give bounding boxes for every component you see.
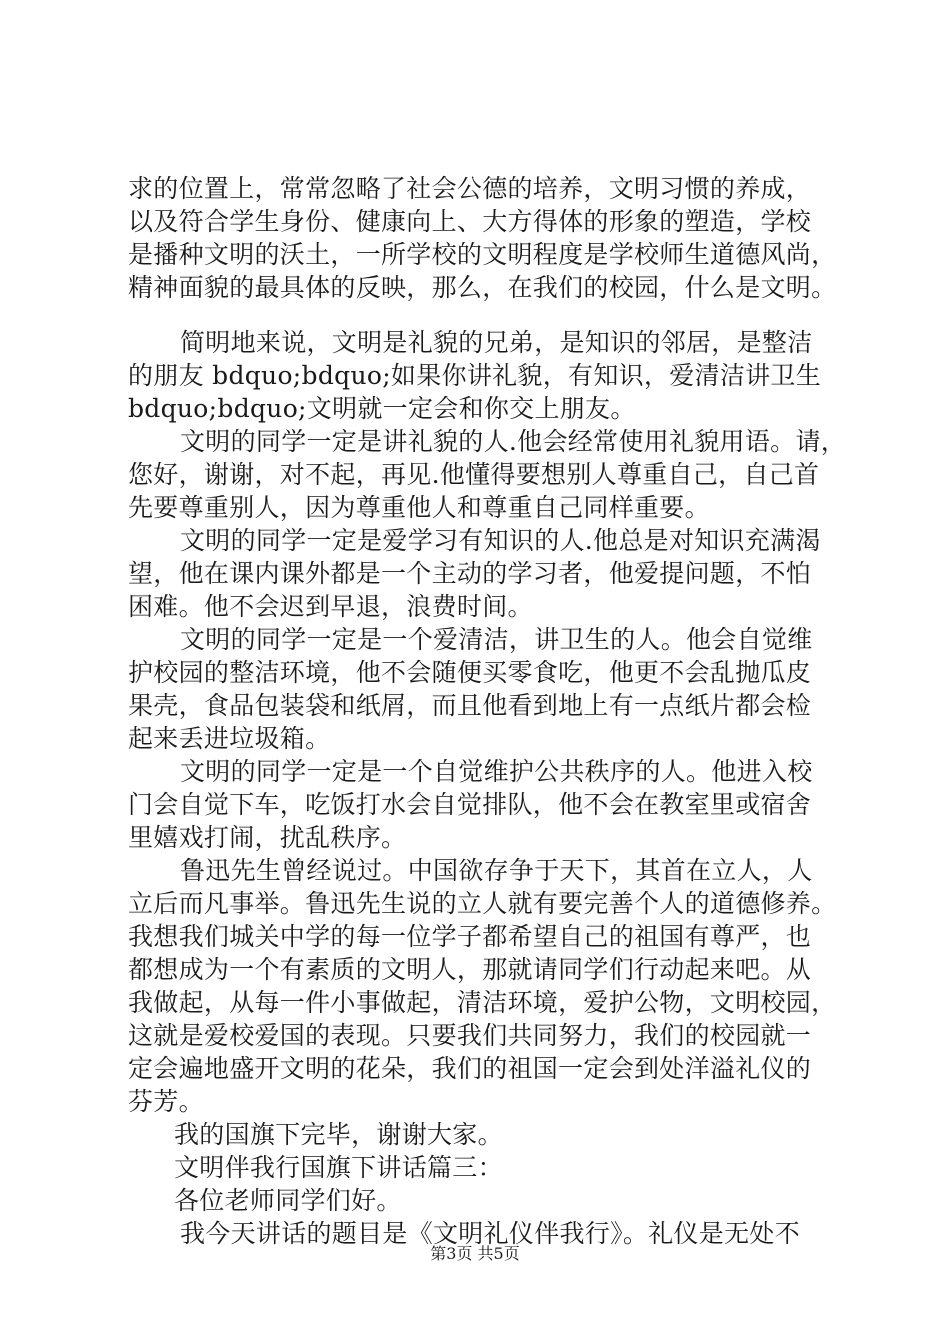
text-line: 都想成为一个有素质的文明人，那就请同学们行动起来吧。从 xyxy=(128,955,812,984)
text-line: 起来丢进垃圾箱。 xyxy=(128,724,331,753)
text-line: 鲁迅先生曾经说过。中国欲存争于天下，其首在立人，人 xyxy=(180,856,813,885)
text-line: 各位老师同学们好。 xyxy=(174,1186,402,1215)
page-footer: 第3页 共5页 xyxy=(430,1244,520,1263)
text-line: 以及符合学生身份、健康向上、大方得体的形象的塑造，学校 xyxy=(128,207,812,236)
text-line: 精神面貌的最具体的反映，那么，在我们的校园，什么是文明。 xyxy=(128,273,837,302)
text-line: 先要尊重别人，因为尊重他人和尊重自己同样重要。 xyxy=(128,493,710,522)
text-line: 芬芳。 xyxy=(128,1087,204,1116)
text-line: bdquo;bdquo;文明就一定会和你交上朋友。 xyxy=(128,394,636,423)
text-line: 护校园的整洁环境，他不会随便买零食吃，他更不会乱抛瓜皮 xyxy=(128,658,812,687)
text-line: 我想我们城关中学的每一位学子都希望自己的祖国有尊严，也 xyxy=(128,922,812,951)
text-line: 立后而凡事举。鲁迅先生说的立人就有要完善个人的道德修养。 xyxy=(128,889,837,918)
text-line: 文明伴我行国旗下讲话篇三： xyxy=(174,1153,503,1182)
text-line: 果壳，食品包装袋和纸屑，而且他看到地上有一点纸片都会检 xyxy=(128,691,812,720)
text-line: 我今天讲话的题目是《文明礼仪伴我行》。礼仪是无处不 xyxy=(180,1219,801,1248)
document-body xyxy=(128,172,847,1250)
text-line: 望，他在课内课外都是一个主动的学习者，他爱提问题，不怕 xyxy=(128,559,812,588)
text-line: 的朋友 bdquo;bdquo;如果你讲礼貌，有知识，爱清洁讲卫生 xyxy=(128,361,822,390)
text-line: 困难。他不会迟到早退，浪费时间。 xyxy=(128,592,533,621)
text-line: 文明的同学一定是一个自觉维护公共秩序的人。他进入校 xyxy=(180,757,813,786)
paragraph-gap xyxy=(128,304,828,326)
text-line: 是播种文明的沃土，一所学校的文明程度是学校师生道德风尚， xyxy=(128,240,837,269)
text-line: 文明的同学一定是一个爱清洁，讲卫生的人。他会自觉维 xyxy=(180,625,813,654)
text-line: 文明的同学一定是讲礼貌的人.他会经常使用礼貌用语。请， xyxy=(180,427,847,456)
text-line: 门会自觉下车，吃饭打水会自觉排队，他不会在教室里或宿舍 xyxy=(128,790,812,819)
text-line: 这就是爱校爱国的表现。只要我们共同努力，我们的校园就一 xyxy=(128,1021,812,1050)
text-line: 求的位置上，常常忽略了社会公德的培养，文明习惯的养成， xyxy=(128,174,812,203)
text-line: 我做起，从每一件小事做起，清洁环境，爱护公物，文明校园， xyxy=(128,988,837,1017)
text-line: 您好，谢谢，对不起，再见.他懂得要想别人尊重自己，自己首 xyxy=(128,460,820,489)
text-line: 文明的同学一定是爱学习有知识的人.他总是对知识充满渴 xyxy=(180,526,821,555)
text-line: 简明地来说，文明是礼貌的兄弟，是知识的邻居，是整洁 xyxy=(180,328,813,357)
text-line: 里嬉戏打闹，扰乱秩序。 xyxy=(128,823,407,852)
text-line: 定会遍地盛开文明的花朵，我们的祖国一定会到处洋溢礼仪的 xyxy=(128,1054,812,1083)
text-line: 我的国旗下完毕，谢谢大家。 xyxy=(174,1120,503,1149)
